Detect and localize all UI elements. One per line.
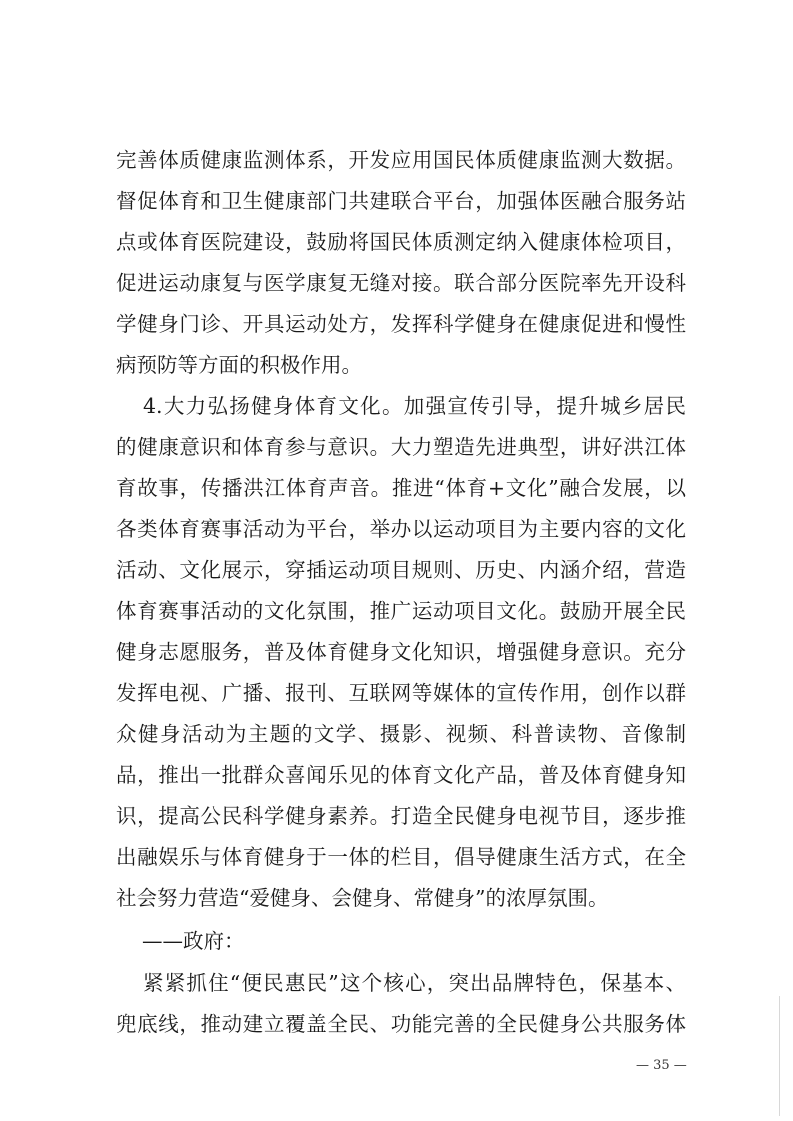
text-line: 活动、文化展示，穿插运动项目规则、历史、内涵介绍，营造 <box>116 558 686 582</box>
text-line: 识，提高公民科学健身素养。打造全民健身电视节目，逐步推 <box>116 804 686 828</box>
text-line: 兜底线，推动建立覆盖全民、功能完善的全民健身公共服务体 <box>116 1012 686 1036</box>
subsection-heading: ——政府： <box>142 929 245 953</box>
text-line: 出融娱乐与体育健身于一体的栏目，倡导健康生活方式，在全 <box>116 845 686 869</box>
text-line: 健身志愿服务，普及体育健身文化知识，增强健身意识。充分 <box>116 640 686 664</box>
text-line: 点或体育医院建设，鼓励将国民体质测定纳入健康体检项目， <box>116 230 686 254</box>
text-line: 体育赛事活动的文化氛围，推广运动项目文化。鼓励开展全民 <box>116 599 686 623</box>
page-number: — 35 — <box>636 1058 687 1073</box>
section-heading-line: 4.大力弘扬健身体育文化。加强宣传引导，提升城乡居民 <box>143 394 686 418</box>
text-line: 紧紧抓住“便民惠民”这个核心，突出品牌特色，保基本、 <box>143 971 686 995</box>
text-line: 品，推出一批群众喜闻乐见的体育文化产品，普及体育健身知 <box>116 763 686 787</box>
text-line: 完善体质健康监测体系，开发应用国民体质健康监测大数据。 <box>116 148 686 172</box>
text-line: 病预防等方面的积极作用。 <box>116 353 362 377</box>
text-line: 学健身门诊、开具运动处方，发挥科学健身在健康促进和慢性 <box>116 312 686 336</box>
text-line: 督促体育和卫生健康部门共建联合平台，加强体医融合服务站 <box>116 189 686 213</box>
text-line: 发挥电视、广播、报刊、互联网等媒体的宣传作用，创作以群 <box>116 681 686 705</box>
text-line: 各类体育赛事活动为平台，举办以运动项目为主要内容的文化 <box>116 517 686 541</box>
text-line: 促进运动康复与医学康复无缝对接。联合部分医院率先开设科 <box>116 271 686 295</box>
text-line: 众健身活动为主题的文学、摄影、视频、科普读物、音像制 <box>116 722 686 746</box>
text-line: 的健康意识和体育参与意识。大力塑造先进典型，讲好洪江体 <box>116 435 686 459</box>
text-line: 育故事，传播洪江体育声音。推进“体育+文化”融合发展，以 <box>116 476 686 500</box>
text-line: 社会努力营造“爱健身、会健身、常健身”的浓厚氛围。 <box>116 886 609 910</box>
scan-edge-divider <box>779 996 780 1116</box>
